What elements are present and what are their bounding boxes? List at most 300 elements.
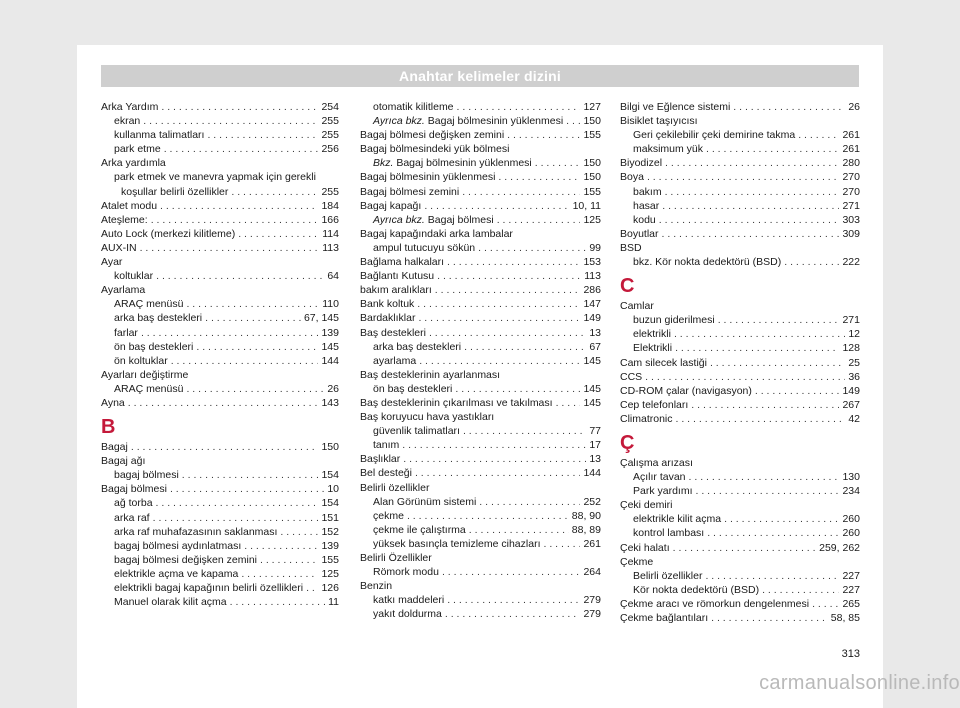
entry-term (114, 170, 316, 184)
entry-page-ref: 126 (321, 582, 339, 594)
entry-term (360, 466, 412, 480)
entry-term (633, 341, 672, 355)
entry-text: Belirli özellikler (633, 569, 703, 582)
index-entry (620, 199, 860, 213)
index-entry (360, 382, 601, 396)
index-entry (101, 100, 339, 114)
entry-text: Baş desteklerinin çıkarılması ve takılması (360, 396, 553, 409)
index-entry (101, 382, 339, 396)
entry-text: Elektrikli (633, 342, 673, 355)
dot-leader (462, 185, 580, 199)
entry-term (373, 213, 494, 227)
dot-leader (535, 156, 581, 170)
entry-page-ref: 125 (321, 567, 339, 580)
entry-text: elektrikle kilit açma (633, 513, 722, 526)
entry-term (373, 509, 404, 523)
entry-page-ref: 99 (589, 241, 601, 254)
entry-term (633, 199, 659, 213)
entry-term (114, 354, 168, 368)
entry-term (114, 539, 241, 553)
entry-text: kodu (633, 213, 656, 226)
entry-text: çekme ile çalıştırma (373, 523, 466, 536)
dot-leader (403, 452, 586, 466)
dot-leader (435, 283, 581, 297)
entry-page-ref: 227 (842, 569, 860, 582)
dot-leader (156, 496, 319, 510)
index-entry (101, 255, 339, 269)
entry-text: CD-ROM çalar (navigasyon) (620, 384, 752, 397)
index-entry (101, 326, 339, 340)
entry-term (620, 114, 698, 128)
entry-text: ekran (114, 115, 141, 128)
entry-page-ref: 144 (583, 467, 601, 480)
page-number: 313 (841, 648, 860, 660)
index-entry (360, 607, 601, 621)
entry-text: Çekme aracı ve römorkun dengelenmesi (620, 597, 810, 610)
dot-leader (151, 213, 319, 227)
index-column-1 (101, 100, 339, 609)
entry-text: Bardaklıklar (360, 312, 416, 325)
entry-term (101, 227, 235, 241)
index-entry (101, 567, 339, 581)
entry-text: Ayarları değiştirme (101, 368, 189, 381)
entry-text: tanım (373, 439, 400, 452)
entry-text: Alan Görünüm sistemi (373, 495, 477, 508)
entry-page-ref: 222 (842, 256, 860, 269)
entry-term (101, 283, 145, 297)
entry-page-ref: 154 (321, 469, 339, 482)
entry-text: ayarlama (373, 354, 417, 367)
index-entry (620, 170, 860, 184)
index-entry (101, 511, 339, 525)
entry-term (633, 128, 795, 142)
index-entry (360, 100, 601, 114)
entry-term (360, 170, 495, 184)
index-entry (360, 241, 601, 255)
entry-see-also: Bkz. (373, 157, 394, 170)
entry-text: Bank koltuk (360, 298, 415, 311)
entry-page-ref: 252 (583, 495, 601, 508)
entry-text: yakıt doldurma (373, 608, 442, 621)
entry-page-ref: 139 (321, 539, 339, 552)
index-entry (101, 340, 339, 354)
entry-term (373, 241, 475, 255)
entry-text: arka baş destekleri (114, 312, 203, 325)
entry-text: Climatronic (620, 412, 673, 425)
index-column-3 (620, 100, 860, 625)
entry-page-ref: 152 (321, 525, 339, 538)
entry-text: Römork modu (373, 566, 439, 579)
entry-text: Bağlama halkaları (360, 256, 445, 269)
section-letter: B (101, 416, 116, 439)
index-entry (360, 424, 601, 438)
index-entry (360, 509, 601, 523)
entry-page-ref: 67 (589, 340, 601, 353)
index-entry (620, 341, 860, 355)
entry-page-ref: 10 (327, 483, 339, 496)
index-entry (620, 370, 860, 384)
dot-leader (241, 567, 318, 581)
index-entry (620, 555, 860, 569)
entry-page-ref: 36 (848, 370, 860, 383)
entry-term (101, 156, 166, 170)
entry-term (360, 396, 553, 410)
entry-text: katkı maddeleri (373, 594, 445, 607)
index-entry (620, 512, 860, 526)
entry-page-ref: 254 (321, 101, 339, 113)
entry-text: Atalet modu (101, 199, 158, 212)
index-entry (360, 297, 601, 311)
dot-leader (417, 297, 580, 311)
dot-leader (707, 526, 839, 540)
entry-term (620, 100, 730, 114)
entry-text: Camlar (620, 300, 654, 313)
entry-page-ref: 114 (322, 227, 339, 240)
entry-term (373, 523, 466, 537)
entry-text: Bagaj bölmesinin yüklenmesi (427, 115, 564, 128)
index-entry (101, 354, 339, 368)
entry-page-ref: 145 (583, 354, 601, 367)
entry-text: Ayna (101, 396, 125, 409)
entry-page-ref: 10, 11 (572, 199, 601, 212)
dot-leader (164, 142, 319, 156)
entry-text: Boya (620, 171, 644, 184)
entry-term (101, 454, 145, 468)
entry-text: Açılır tavan (633, 471, 686, 484)
entry-page-ref: 256 (321, 143, 339, 156)
entry-text: kullanma talimatları (114, 129, 205, 142)
index-entry (620, 185, 860, 199)
entry-page-ref: 261 (583, 537, 601, 550)
entry-term (114, 382, 183, 396)
entry-term (114, 525, 277, 539)
index-entry (620, 597, 860, 611)
entry-see-also: Ayrıca bkz. (373, 213, 425, 226)
entry-term (633, 313, 715, 327)
entry-term (114, 581, 303, 595)
entry-text: Cep telefonları (620, 398, 689, 411)
entry-page-ref: 88, 90 (571, 509, 601, 522)
index-entry (360, 410, 601, 424)
entry-text: arka raf (114, 511, 150, 524)
entry-term (101, 255, 122, 269)
entry-term (620, 170, 644, 184)
entry-term (101, 241, 137, 255)
index-entry (360, 311, 601, 325)
entry-page-ref: 166 (321, 213, 339, 226)
index-entry (620, 484, 860, 498)
entry-term (373, 354, 416, 368)
entry-page-ref: 260 (842, 527, 860, 540)
entry-page-ref: 184 (321, 199, 339, 212)
index-entry (620, 299, 860, 313)
dot-leader (407, 509, 569, 523)
entry-text: Bagaj bölmesindeki yük bölmesi (360, 143, 510, 156)
entry-text: park etmek ve manevra yapmak için gerekli (114, 171, 316, 184)
entry-page-ref: 113 (584, 270, 601, 283)
index-entry (620, 313, 860, 327)
entry-term (620, 356, 707, 370)
entry-term (633, 185, 662, 199)
entry-text: Kör nokta dedektörü (BSD) (633, 583, 760, 596)
entry-text: koltuklar (114, 270, 154, 283)
entry-text: otomatik kilitleme (373, 101, 454, 113)
entry-term (114, 567, 238, 581)
entry-page-ref: 150 (583, 115, 601, 128)
index-entry (360, 170, 601, 184)
dot-leader (182, 468, 319, 482)
dot-leader (160, 199, 318, 213)
entry-term (373, 424, 460, 438)
dot-leader (186, 297, 319, 311)
index-entry (620, 227, 860, 241)
index-entry (101, 128, 339, 142)
dot-leader (143, 114, 318, 128)
index-entry (360, 452, 601, 466)
entry-page-ref: 155 (583, 185, 601, 198)
entry-term (114, 269, 153, 283)
entry-page-ref: 265 (842, 597, 860, 610)
entry-page-ref: 279 (583, 608, 601, 621)
entry-term (633, 512, 721, 526)
entry-page-ref: 127 (583, 101, 601, 113)
index-entry (101, 440, 339, 454)
entry-page-ref: 77 (589, 425, 601, 438)
entry-term (373, 537, 540, 551)
entry-page-ref: 267 (842, 398, 860, 411)
dot-leader (131, 440, 319, 454)
entry-text: ön baş destekleri (373, 382, 453, 395)
entry-page-ref: 255 (321, 185, 339, 198)
index-entry (101, 199, 339, 213)
entry-page-ref: 143 (321, 396, 339, 409)
entry-page-ref: 270 (842, 185, 860, 198)
entry-text: hasar (633, 199, 660, 212)
index-entry (620, 356, 860, 370)
entry-text: ARAÇ menüsü (114, 382, 184, 395)
entry-term (101, 440, 128, 454)
entry-term (373, 593, 444, 607)
entry-text: Bagaj bölmesinin yüklenmesi (360, 171, 496, 184)
index-entry (620, 114, 860, 128)
dot-leader (665, 156, 839, 170)
entry-term (360, 269, 434, 283)
dot-leader (478, 241, 586, 255)
dot-leader (676, 412, 846, 426)
index-entry (360, 438, 601, 452)
entry-text: Baş destekleri (360, 326, 426, 339)
entry-page-ref: 67, 145 (303, 312, 339, 325)
entry-page-ref: 255 (321, 129, 339, 142)
entry-page-ref: 279 (583, 594, 601, 607)
entry-text: Çekme bağlantıları (620, 612, 709, 624)
index-entry (101, 368, 339, 382)
index-entry (360, 551, 601, 565)
entry-term (620, 597, 809, 611)
entry-text: elektrikli bagaj kapağının belirli özellikleri (114, 582, 304, 594)
dot-leader (207, 128, 318, 142)
entry-term (101, 213, 148, 227)
entry-page-ref: 155 (583, 129, 601, 142)
entry-term (360, 410, 494, 424)
index-entry (101, 482, 339, 496)
dot-leader (419, 354, 580, 368)
index-entry (620, 583, 860, 597)
entry-term (373, 100, 454, 114)
entry-page-ref: 149 (842, 384, 860, 397)
dot-leader (673, 541, 817, 555)
entry-term (114, 468, 179, 482)
entry-text: bakım (633, 185, 662, 198)
index-entry (101, 553, 339, 567)
watermark: carmanualsonline.info (759, 672, 960, 694)
entry-term (360, 326, 426, 340)
index-entry (360, 579, 601, 593)
dot-leader (696, 484, 840, 498)
index-entry (101, 142, 339, 156)
dot-leader (689, 470, 840, 484)
entry-text: Bagaj kapağındaki arka lambalar (360, 227, 513, 240)
dot-leader (662, 227, 840, 241)
entry-page-ref: 64 (327, 270, 339, 283)
dot-leader (161, 100, 318, 114)
index-entry (360, 227, 601, 241)
dot-leader (463, 424, 586, 438)
entry-page-ref: 271 (842, 314, 860, 327)
dot-leader (447, 593, 580, 607)
entry-page-ref: 58, 85 (830, 612, 860, 624)
entry-text: Çalışma arızası (620, 456, 693, 469)
entry-see-also: Ayrıca bkz. (373, 115, 425, 128)
entry-text: ampul tutucuyu sökün (373, 241, 476, 254)
index-entry (620, 611, 860, 625)
entry-term (360, 452, 400, 466)
index-entry (360, 368, 601, 382)
entry-text: bagaj bölmesi (114, 469, 179, 482)
dot-leader (280, 525, 318, 539)
index-entry (101, 227, 339, 241)
entry-text: Baş desteklerinin ayarlanması (360, 368, 501, 381)
entry-page-ref: 145 (321, 340, 339, 353)
entry-text: Belirli özellikler (360, 481, 430, 494)
index-entry (101, 525, 339, 539)
entry-page-ref: 110 (322, 298, 339, 311)
entry-text: park etme (114, 143, 161, 156)
entry-term (373, 565, 439, 579)
entry-term (101, 199, 157, 213)
dot-leader (498, 170, 580, 184)
entry-page-ref: 26 (327, 382, 339, 395)
dot-leader (457, 100, 581, 114)
dot-leader (675, 341, 839, 355)
index-entry (360, 114, 601, 128)
dot-leader (469, 523, 569, 537)
dot-leader (691, 398, 839, 412)
dot-leader (798, 128, 839, 142)
entry-term (633, 142, 703, 156)
index-entry (101, 269, 339, 283)
entry-term (373, 340, 461, 354)
entry-text: yüksek basınçla temizleme cihazları (373, 537, 541, 550)
index-entry (360, 199, 601, 213)
index-entry (360, 269, 601, 283)
entry-page-ref: 150 (321, 441, 339, 454)
index-entry (101, 241, 339, 255)
entry-text: Bagaj kapağı (360, 199, 422, 212)
dot-leader (507, 128, 580, 142)
entry-text: Boyutlar (620, 227, 659, 240)
dot-leader (244, 539, 318, 553)
page-title: Anahtar kelimeler dizini (101, 65, 859, 87)
dot-leader (429, 326, 586, 340)
dot-leader (196, 340, 318, 354)
entry-term (620, 227, 659, 241)
entry-term (360, 311, 415, 325)
dot-leader (665, 185, 840, 199)
index-entry (360, 142, 601, 156)
dot-leader (156, 269, 324, 283)
entry-term (620, 456, 693, 470)
dot-leader (170, 482, 324, 496)
entry-text: ağ torba (114, 497, 153, 510)
entry-page-ref: 42 (848, 412, 860, 425)
entry-text: Manuel olarak kilit açma (114, 596, 227, 609)
index-entry (360, 340, 601, 354)
entry-term (114, 114, 140, 128)
dot-leader (645, 370, 845, 384)
dot-leader (415, 466, 581, 480)
dot-leader (674, 327, 845, 341)
entry-text: Bilgi ve Eğlence sistemi (620, 101, 731, 113)
entry-page-ref: 150 (583, 157, 601, 170)
entry-page-ref: 271 (842, 199, 860, 212)
dot-leader (455, 382, 580, 396)
dot-leader (437, 269, 581, 283)
dot-leader (447, 255, 580, 269)
entry-text: Bagaj (101, 441, 128, 454)
index-entry (360, 523, 601, 537)
entry-text: Ayar (101, 256, 123, 269)
entry-text: Bagaj ağı (101, 455, 146, 468)
entry-text: CCS (620, 370, 643, 383)
entry-term (114, 142, 161, 156)
entry-term (360, 297, 414, 311)
index-entry (620, 470, 860, 484)
dot-leader (140, 241, 320, 255)
entry-text: Belirli Özellikler (360, 552, 432, 564)
dot-leader (402, 438, 586, 452)
dot-leader (724, 512, 839, 526)
entry-text: Cam silecek lastiği (620, 356, 707, 369)
entry-page-ref: 144 (321, 354, 339, 367)
entry-text: Ayarlama (101, 284, 146, 297)
entry-text: arka baş destekleri (373, 340, 462, 353)
index-entry (620, 569, 860, 583)
index-entry (101, 396, 339, 410)
index-entry (101, 283, 339, 297)
dot-leader (479, 495, 580, 509)
entry-page-ref: 264 (583, 566, 601, 579)
index-entry (101, 185, 339, 199)
index-entry (620, 398, 860, 412)
entry-page-ref: 17 (589, 439, 601, 452)
entry-page-ref: 13 (589, 326, 601, 339)
entry-text: Ateşleme: (101, 213, 148, 226)
entry-term (633, 255, 781, 269)
entry-text: Auto Lock (merkezi kilitleme) (101, 227, 236, 240)
entry-text: arka raf muhafazasının saklanması (114, 525, 278, 538)
entry-page-ref: 261 (842, 143, 860, 156)
